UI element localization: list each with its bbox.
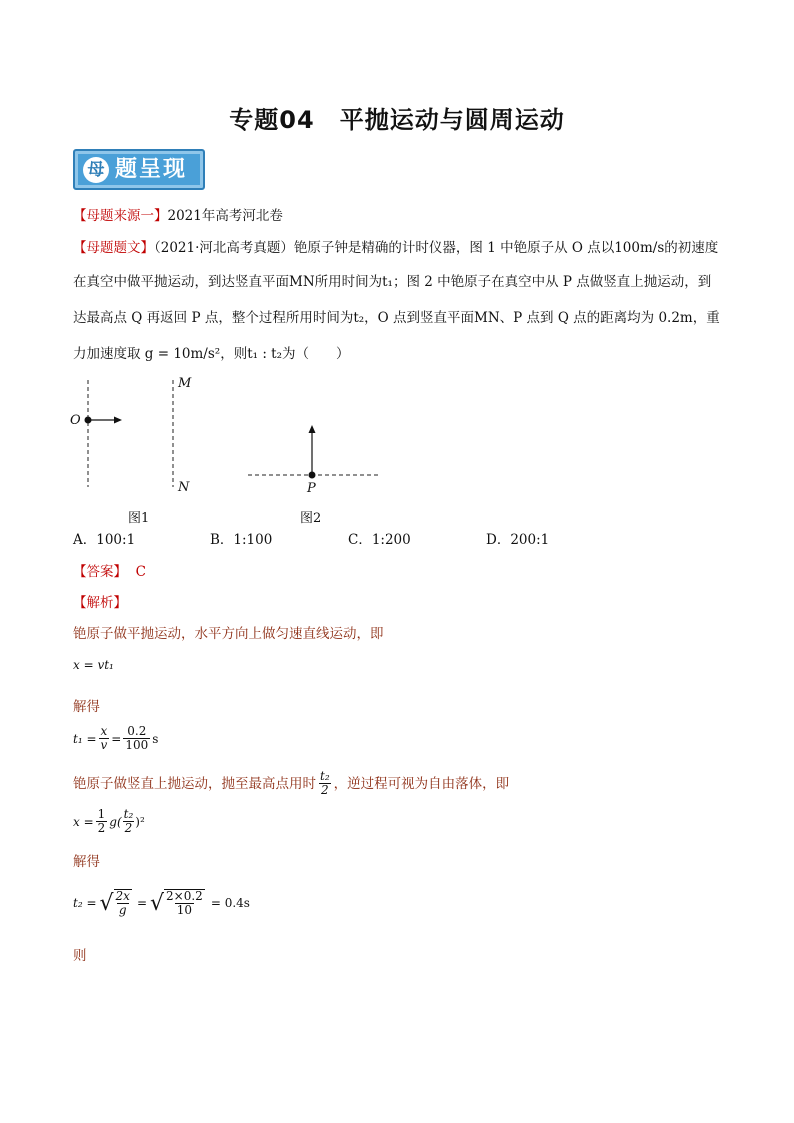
eq4-frac-2-num: 2×0.2 bbox=[166, 889, 203, 903]
eq2-frac-2-den: 100 bbox=[125, 738, 149, 752]
eq4-frac-2 bbox=[164, 889, 205, 917]
eq3-inner-den: 2 bbox=[124, 821, 133, 835]
question-line-3: 达最高点 Q 再返回 P 点，整个过程所用时间为t₂，O 点到竖直平面MN、P 点到 Q 点的距离均为 0.2m，重 bbox=[73, 310, 720, 326]
text2-frac-num: t₂ bbox=[320, 769, 330, 783]
option-b: B．1:100 bbox=[210, 532, 273, 548]
page-title: 专题04 平抛运动与圆周运动 bbox=[229, 106, 565, 134]
equation-2: t₁ = $\frac{x}{v}$ = $\frac{0.2}{100}$ s bbox=[73, 724, 159, 752]
sqrt-icon-2: √ bbox=[150, 890, 165, 916]
question-prefix: 【母题题文】 bbox=[73, 240, 154, 256]
option-d: D．200:1 bbox=[486, 532, 550, 548]
fig2-arrow-head bbox=[309, 425, 316, 433]
source-prefix: 【母题来源一】 bbox=[73, 208, 168, 224]
eq2-frac-1-num: x bbox=[100, 724, 108, 738]
eq4-frac-1-den: g bbox=[118, 903, 127, 917]
eq3-inner-num: t₂ bbox=[123, 807, 134, 821]
badge-label: 题呈现 bbox=[115, 157, 188, 182]
fig1-arrow-head bbox=[114, 417, 122, 424]
answer-prefix: 【答案】 bbox=[73, 564, 127, 580]
eq3-lhs: x = bbox=[73, 814, 94, 829]
analysis-text-2a: 铯原子做竖直上抛运动，抛至最高点用时 bbox=[73, 775, 316, 792]
question-line-4: 力加速度取 g = 10m/s²，则t₁ : t₂为（ ） bbox=[73, 346, 350, 362]
answer-line bbox=[73, 562, 146, 582]
option-c: C．1:200 bbox=[348, 532, 411, 548]
label-n: N bbox=[178, 480, 190, 495]
eq3-rhs: g( bbox=[109, 814, 122, 829]
eq4-result: = 0.4s bbox=[210, 896, 250, 910]
label-o: O bbox=[70, 413, 81, 428]
label-p: P bbox=[307, 481, 316, 496]
analysis-prefix: 【解析】 bbox=[73, 595, 127, 611]
eq2-frac-1 bbox=[99, 725, 110, 752]
analysis-text-2-frac bbox=[318, 770, 332, 797]
eq4-frac-2-den: 10 bbox=[176, 903, 193, 917]
eq3-frac-num: 1 bbox=[97, 807, 106, 821]
eq3-tail: )² bbox=[135, 814, 145, 829]
analysis-text-1: 铯原子做平抛运动，水平方向上做匀速直线运动，即 bbox=[73, 626, 384, 642]
eq4-frac-1 bbox=[114, 889, 132, 917]
sqrt-icon-1: √ bbox=[99, 890, 114, 916]
question-line-1 bbox=[73, 238, 718, 258]
analysis-text-2b: ，逆过程可视为自由落体，即 bbox=[333, 775, 510, 792]
eq2-unit: s bbox=[152, 731, 159, 746]
eq2-frac-2-num: 0.2 bbox=[127, 724, 147, 738]
eq3-frac bbox=[96, 808, 108, 835]
eq2-lhs: t₁ = bbox=[73, 731, 97, 746]
question-line-2: 在真空中做平抛运动，到达竖直平面MN所用时间为t₁；图 2 中铯原子在真空中从 P 点做竖直上抛运动，到 bbox=[73, 274, 712, 290]
option-a: A．100:1 bbox=[73, 532, 136, 548]
fig1-caption: 图1 bbox=[128, 511, 150, 526]
analysis-text-2 bbox=[73, 770, 509, 797]
eq4-frac-1-num: 2x bbox=[115, 889, 130, 903]
eq2-frac-1-den: v bbox=[100, 738, 108, 752]
equation-1: x = vt₁ bbox=[73, 658, 114, 672]
solve-label-2: 解得 bbox=[73, 854, 100, 870]
eq4-lhs: t₂ = bbox=[73, 896, 97, 910]
eq3-frac-den: 2 bbox=[97, 821, 106, 835]
section-badge bbox=[73, 149, 205, 190]
then-label: 则 bbox=[73, 948, 87, 964]
question-figure bbox=[60, 375, 400, 525]
equation-4: t₂ = √ $\frac{2x}{g}$ = √ $\frac{2\times 0.2}{10}$ = 0.4s bbox=[73, 889, 250, 917]
answer-value: C bbox=[135, 564, 146, 580]
eq2-frac-2 bbox=[123, 725, 150, 752]
source-line bbox=[73, 206, 283, 226]
solve-label-1: 解得 bbox=[73, 699, 100, 715]
question-text-1: （2021·河北高考真题）铯原子钟是精确的计时仪器，图 1 中铯原子从 O 点以100m/s的初速度 bbox=[154, 240, 719, 256]
badge-icon: 母 bbox=[83, 157, 109, 183]
source-text: 2021年高考河北卷 bbox=[167, 208, 283, 224]
equation-3 bbox=[73, 808, 145, 835]
fig2-caption: 图2 bbox=[300, 511, 322, 526]
label-m: M bbox=[178, 376, 192, 391]
eq3-inner-frac bbox=[122, 808, 136, 835]
text2-frac-den: 2 bbox=[321, 783, 329, 797]
